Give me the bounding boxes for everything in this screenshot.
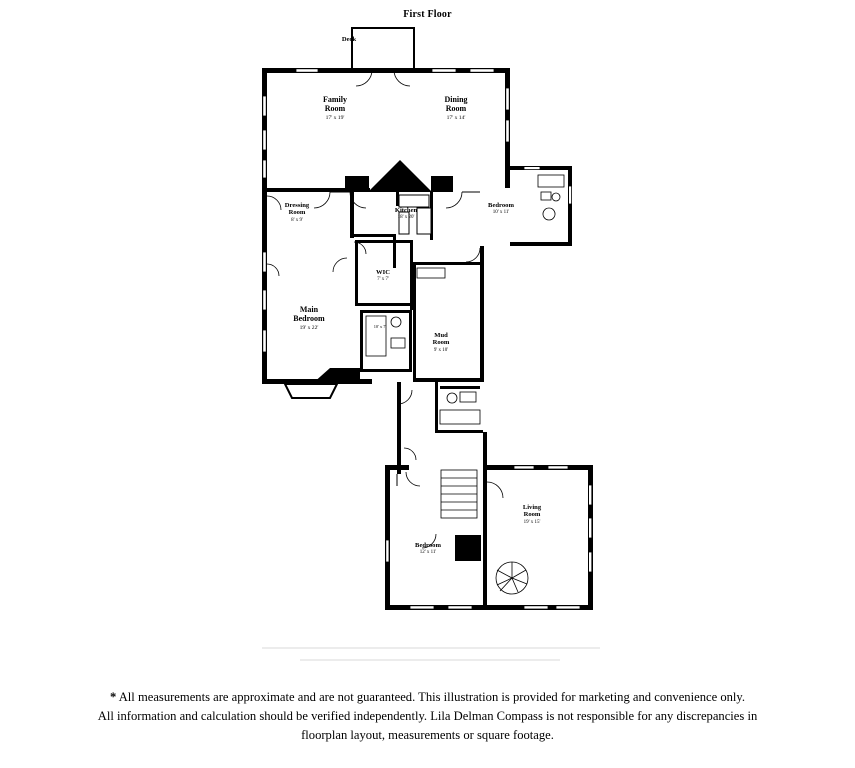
spiral-stair bbox=[496, 562, 528, 594]
left-block-windows bbox=[263, 252, 266, 352]
upper-block-walls bbox=[262, 68, 510, 192]
bedroom-solid-fill bbox=[312, 368, 360, 384]
room-dimension: 19' x 15' bbox=[523, 519, 541, 525]
disclaimer-line-1-text: All measurements are approximate and are not guaranteed. This illustration is provided for marketing and convenience only. bbox=[116, 690, 746, 704]
room-dimension: 10' x 11' bbox=[492, 210, 510, 216]
disclaimer-line-1 bbox=[0, 688, 855, 707]
room-name: Living Room bbox=[522, 504, 542, 519]
room-name: Dining Room bbox=[444, 95, 468, 113]
fireplace-solid bbox=[345, 160, 453, 192]
kitchen-fixtures bbox=[399, 195, 431, 234]
room-dimension: 19' x 22' bbox=[299, 324, 319, 331]
room-name: Family Room bbox=[323, 95, 347, 113]
room-name: Dressing Room bbox=[284, 202, 310, 217]
room-name: Bedroom bbox=[488, 202, 514, 209]
room-dimension: 17' x 14' bbox=[446, 114, 466, 121]
upper-left-windows bbox=[263, 96, 266, 178]
corridor-walls bbox=[397, 382, 483, 474]
room-dimension: 12' x 11' bbox=[419, 550, 437, 556]
deck-outline bbox=[352, 28, 414, 70]
right-bedroom-windows bbox=[524, 167, 572, 204]
lower-bedroom-solid bbox=[455, 535, 481, 561]
disclaimer-text bbox=[0, 688, 855, 745]
staircase bbox=[441, 470, 477, 518]
room-name: WIC bbox=[376, 269, 390, 276]
disclaimer-line-3: floorplan layout, measurements or square footage. bbox=[301, 727, 554, 742]
room-dimension: 9' x 10' bbox=[433, 347, 449, 353]
room-name: Mud Room bbox=[432, 332, 450, 347]
bay-window bbox=[285, 384, 337, 398]
page-title: First Floor bbox=[403, 9, 452, 20]
disclaimer-asterisk: * bbox=[109, 690, 117, 704]
lower-block-windows bbox=[386, 466, 592, 609]
room-name: Kitchen bbox=[394, 207, 418, 214]
right-wing-fixtures bbox=[538, 175, 564, 220]
right-bedroom-walls bbox=[510, 166, 572, 246]
disclaimer-line-2: All information and calculation should be verified independently. Lila Delman Compass is not responsible for any discrepancies in bbox=[97, 708, 758, 723]
plan-walls bbox=[262, 28, 600, 660]
room-name: Deck bbox=[341, 36, 357, 43]
room-dimension: 10' x 7' bbox=[373, 324, 387, 329]
room-name: Main Bedroom bbox=[293, 305, 325, 323]
faint-footer-marks bbox=[262, 648, 600, 660]
mid-bath-fixtures bbox=[440, 386, 480, 424]
room-dimension: 8' x 9' bbox=[291, 217, 303, 223]
room-dimension: 18' x 20' bbox=[397, 215, 415, 221]
room-dimension: 17' x 19' bbox=[325, 114, 345, 121]
room-name: Bedroom bbox=[415, 542, 441, 549]
room-dimension: 7' x 7' bbox=[377, 277, 389, 283]
